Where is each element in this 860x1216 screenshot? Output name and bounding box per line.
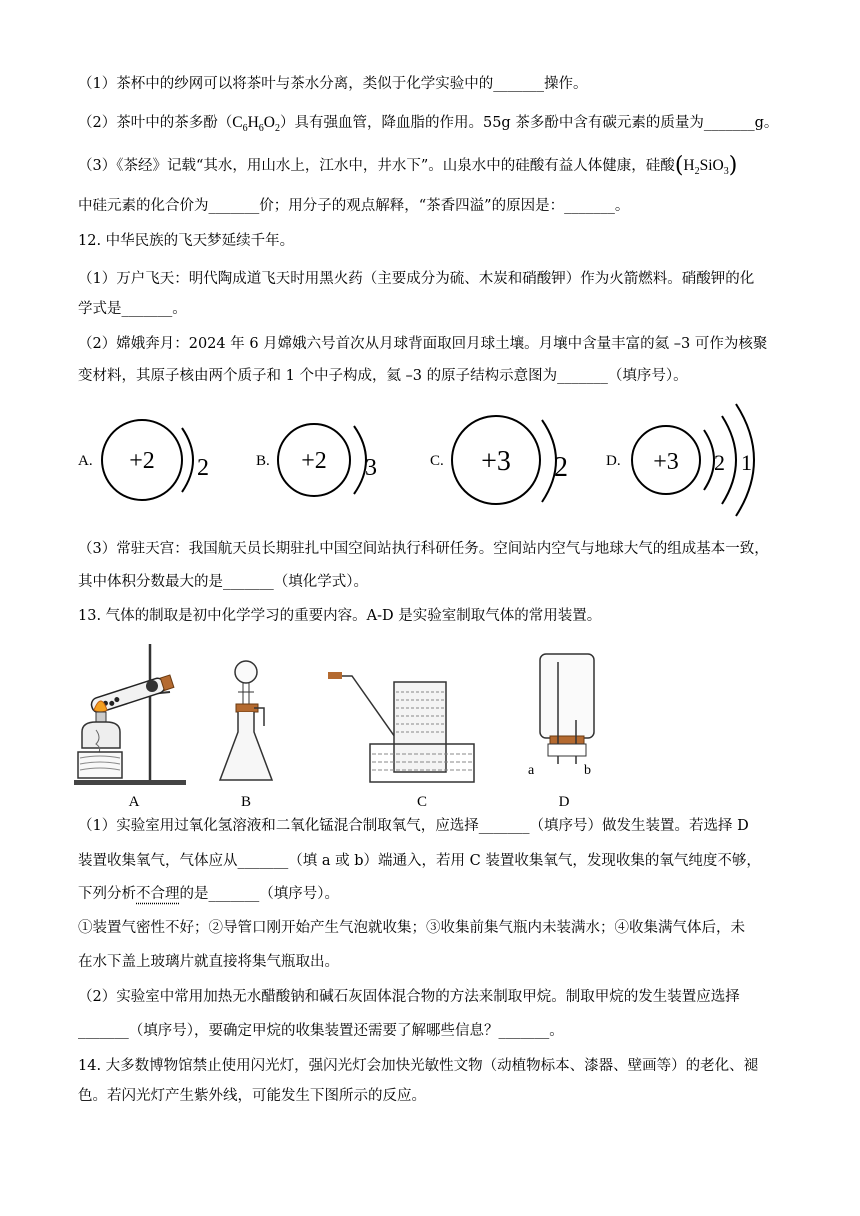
gas-apparatus-figure [74, 636, 614, 816]
silicic-acid-formula: $H_2SiO_3$ [683, 157, 729, 177]
shell-d-2: 1 [741, 450, 752, 475]
atom-diagram-a [100, 412, 240, 512]
q13-title: 13. 气体的制取是初中化学学习的重要内容。A-D 是实验室制取气体的常用装置。 [78, 608, 602, 624]
apparatus-a [74, 644, 186, 785]
shell-b-1: 3 [365, 455, 377, 481]
atom-diagram-d [626, 400, 806, 520]
q13-part2-line2: _______（填序号），要确定甲烷的收集装置还需要了解哪些信息？_______。 [78, 1023, 564, 1039]
apparatus-label-b: B [240, 794, 252, 810]
tea-polyphenol-formula: $C_6H_6O_2$ [232, 114, 280, 134]
q13-part1-line1: （1）实验室用过氧化氢溶液和二氧化锰混合制取氧气，应选择_______（填序号）做发生装置。若选择 D [78, 818, 749, 834]
option-b-label: B. [256, 453, 270, 469]
apparatus-label-c: C [416, 794, 428, 810]
q12-part3-line1: （3）常驻天宫：我国航天员长期驻扎中国空间站执行科研任务。空间站内空气与地球大气的组成基本一致， [78, 541, 769, 557]
q13-options-line2: 在水下盖上玻璃片就直接将集气瓶取出。 [78, 954, 339, 970]
emphasis-unreasonable: 不合理 [136, 886, 180, 902]
q11-part2: （2）茶叶中的茶多酚$(C_6H_6O_2)$具有强血管，降血脂的作用。55g 茶多酚中含有碳元素的质量为_______g。 [78, 114, 779, 134]
q11-part3-line2: 中硅元素的化合价为_______价；用分子的观点解释，“茶香四溢”的原因是：_______。 [78, 198, 630, 214]
atom-diagram-b [274, 412, 414, 512]
q12-part1-line2: 学式是_______。 [78, 301, 187, 317]
q12-part2-line1: （2）嫦娥奔月：2024 年 6 月嫦娥六号首次从月球背面取回月球土壤。月壤中含量丰富的氦 –3 可作为核聚 [78, 336, 768, 352]
q11-part1: （1）茶杯中的纱网可以将茶叶与茶水分离，类似于化学实验中的_______操作。 [78, 76, 588, 92]
atom-diagram-c [448, 406, 598, 516]
port-b: b [584, 763, 591, 778]
nucleus-b: +2 [301, 448, 327, 474]
atom-structure-options [74, 400, 794, 520]
q14-line2: 色。若闪光灯产生紫外线，可能发生下图所示的反应。 [78, 1088, 426, 1104]
shell-d-1: 2 [714, 450, 725, 475]
q12-part3-line2: 其中体积分数最大的是_______（填化学式）。 [78, 574, 368, 590]
apparatus-d [540, 654, 594, 764]
q13-part1-line3: 下列分析不合理的是_______（填序号）。 [78, 886, 339, 902]
option-a-label: A. [78, 453, 93, 469]
q12-part1-line1: （1）万户飞天：明代陶成道飞天时用黑火药（主要成分为硫、木炭和硝酸钾）作为火箭燃料。硝酸钾的化 [78, 271, 755, 287]
q12-title: 12. 中华民族的飞天梦延续千年。 [78, 233, 295, 249]
q13-part2-line1: （2）实验室中常用加热无水醋酸钠和碱石灰固体混合物的方法来制取甲烷。制取甲烷的发生装置应选择 [78, 989, 740, 1005]
q14-line1: 14. 大多数博物馆禁止使用闪光灯，强闪光灯会加快光敏性文物（动植物标本、漆器、壁画等）的老化、褪 [78, 1058, 759, 1074]
q13-options-line1: ①装置气密性不好；②导管口刚开始产生气泡就收集；③收集前集气瓶内未装满水；④收集满气体后，未 [78, 920, 745, 936]
nucleus-c: +3 [481, 446, 511, 477]
apparatus-label-d: D [558, 794, 570, 810]
q12-part2-line2: 变材料，其原子核由两个质子和 1 个中子构成，氦 –3 的原子结构示意图为_______（填序号）。 [78, 368, 688, 384]
port-a: a [528, 763, 535, 778]
apparatus-c [328, 672, 474, 782]
q11-part3-line1: （3）《茶经》记载“其水，用山水上，江水中，井水下”。山泉水中的硅酸有益人体健康，硅酸$(H_2SiO_3)$ [78, 153, 738, 178]
shell-a-1: 2 [197, 455, 209, 481]
nucleus-a: +2 [129, 448, 155, 474]
q13-part1-line2: 装置收集氧气，气体应从_______（填 a 或 b）端通入，若用 C 装置收集氧气，发现收集的氧气纯度不够， [78, 853, 761, 869]
option-c-label: C. [430, 453, 444, 469]
nucleus-d: +3 [653, 449, 679, 475]
shell-c-1: 2 [554, 452, 568, 483]
apparatus-label-a: A [128, 794, 140, 810]
option-d-label: D. [606, 453, 621, 469]
apparatus-b [220, 661, 272, 780]
